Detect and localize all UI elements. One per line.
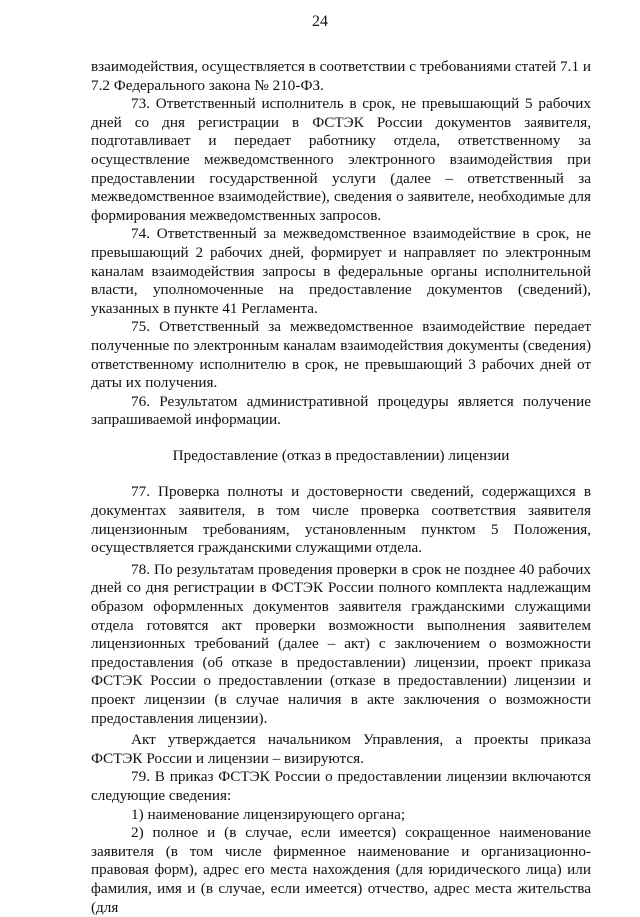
list-item-2: 2) полное и (в случае, если имеется) сокращенное наименование заявителя (в том числе фирменное наименование и организационно-правовая форм), адрес его места нахождения (для юридического лица) или фамилия, имя и (в случае, если имеется) отчество, адрес места жительства (для xyxy=(91,824,591,916)
page-number: 24 xyxy=(312,13,328,30)
paragraph-continuation: взаимодействия, осуществляется в соответствии с требованиями статей 7.1 и 7.2 Федерального закона № 210-ФЗ. xyxy=(91,58,591,94)
paragraph-75: 75. Ответственный за межведомственное взаимодействие передает полученные по электронным каналам взаимодействия документы (сведения) ответственному исполнителю в срок, не превышающий 3 рабочих дней от даты их получения. xyxy=(91,318,591,392)
list-item-1: 1) наименование лицензирующего органа; xyxy=(131,805,406,823)
paragraph-76: 76. Результатом административной процедуры является получение запрашиваемой информации. xyxy=(91,392,591,429)
paragraph-74: 74. Ответственный за межведомственное взаимодействие в срок, не превышающий 2 рабочих дней, формирует и направляет по электронным каналам взаимодействия запросы в федеральные органы исполнительной власти, уполномоченные на предоставление документов (сведений), указанных в пункте 41 Регламента. xyxy=(91,225,591,317)
paragraph-77: 77. Проверка полноты и достоверности сведений, содержащихся в документах заявителя, в том числе проверка соответствия заявителя лицензионным требованиям, установленным пунктом 5 Положения, осуществляется гражданскими служащими отдела. xyxy=(91,483,591,557)
paragraph-73: 73. Ответственный исполнитель в срок, не превышающий 5 рабочих дней со дня регистрации в ФСТЭК России документов заявителя, подготавливает и передает работнику отдела, ответственному за осуществление межведомственного электронного взаимодействия при предоставлении государственной услуги (далее – ответственный за межведомственное взаимодействие), сведения о заявителе, необходимые для формирования межведомственных запросов. xyxy=(91,95,591,224)
paragraph-act-approval: Акт утверждается начальником Управления, а проекты приказа ФСТЭК России и лицензии – визируются. xyxy=(91,731,591,767)
paragraph-79: 79. В приказ ФСТЭК России о предоставлении лицензии включаются следующие сведения: xyxy=(91,768,591,804)
document-body xyxy=(91,58,591,917)
paragraph-78: 78. По результатам проведения проверки в срок не позднее 40 рабочих дней со дня регистрации в ФСТЭК России полного комплекта надлежащим образом оформленных документов заявителя гражданскими служащими отдела готовятся акт проверки возможности выполнения заявителем лицензионных требований (далее – акт) с заключением о возможности предоставления (об отказе в предоставлении) лицензии, проект приказа ФСТЭК России о предоставлении (отказе в предоставлении) лицензии и проект лицензии (в случае наличия в акте заключения о возможности предоставления лицензии). xyxy=(91,560,591,727)
section-heading: Предоставление (отказ в предоставлении) лицензии xyxy=(172,446,510,464)
